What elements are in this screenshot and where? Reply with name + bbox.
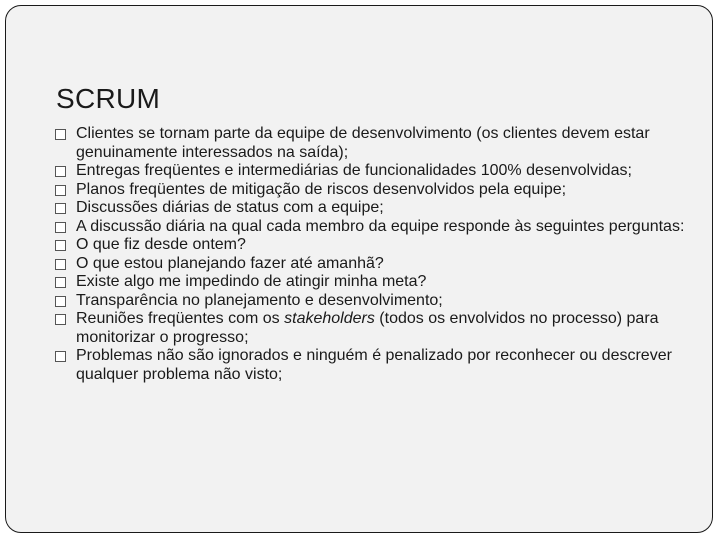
square-bullet-icon <box>55 314 66 325</box>
square-bullet-icon <box>55 203 66 214</box>
square-bullet-icon <box>55 166 66 177</box>
bullet-text: A discussão diária na qual cada membro da equipe responde às seguintes perguntas: <box>76 217 685 235</box>
bullet-item <box>55 347 705 384</box>
slide-title: SCRUM <box>56 83 161 114</box>
square-bullet-icon <box>55 259 66 270</box>
bullet-text: Transparência no planejamento e desenvolvimento; <box>76 291 443 309</box>
square-bullet-icon <box>55 222 66 233</box>
bullet-text: Entregas freqüentes e intermediárias de funcionalidades 100% desenvolvidas; <box>76 162 632 179</box>
square-bullet-icon <box>55 277 66 288</box>
square-bullet-icon <box>55 351 66 362</box>
stakeholders-emphasis: stakeholders <box>284 310 375 327</box>
bullet-item <box>55 236 705 255</box>
bullet-text: O que fiz desde ontem? <box>76 236 246 253</box>
bullet-text: Planos freqüentes de mitigação de riscos desenvolvidos pela equipe; <box>76 180 567 198</box>
bullet-item <box>55 292 705 311</box>
bullet-item <box>55 310 705 347</box>
bullet-text-start: Reuniões freqüentes com os <box>76 310 285 327</box>
square-bullet-icon <box>55 185 66 196</box>
bullet-text: Problemas não são ignorados e ninguém é penalizado por reconhecer ou descrever qualquer problema não visto; <box>76 347 672 383</box>
square-bullet-icon <box>55 240 66 251</box>
bullet-item <box>55 273 705 292</box>
bullet-item <box>55 162 705 181</box>
square-bullet-icon <box>55 129 66 140</box>
bullet-item <box>55 181 705 200</box>
bullet-text: Existe algo me impedindo de atingir minha meta? <box>76 273 427 290</box>
bullet-item <box>55 255 705 274</box>
bullet-item <box>55 218 705 237</box>
bullet-list <box>55 125 705 384</box>
bullet-text: O que estou planejando fazer até amanhã? <box>76 254 384 272</box>
bullet-text: Discussões diárias de status com a equipe; <box>76 199 384 216</box>
bullet-text-end: (todos os envolvidos no processo) para monitorizar o progresso; <box>76 310 659 346</box>
slide <box>5 5 713 533</box>
bullet-item <box>55 199 705 218</box>
bullet-text: Clientes se tornam parte da equipe de desenvolvimento (os clientes devem estar genuinamente interessados na saída); <box>76 125 650 161</box>
square-bullet-icon <box>55 296 66 307</box>
bullet-item <box>55 125 705 162</box>
